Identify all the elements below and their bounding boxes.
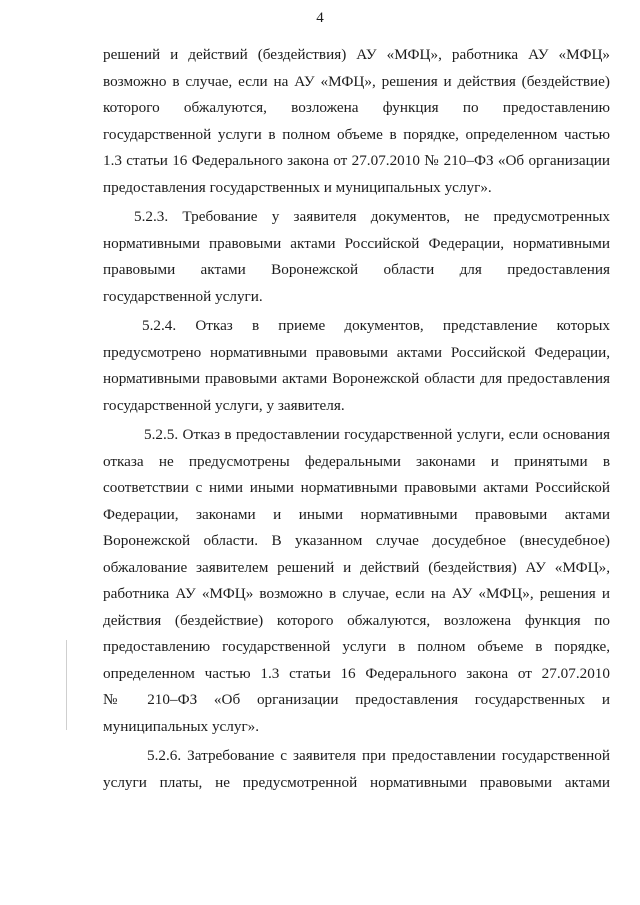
text-line: № 210–ФЗ «Об организации предоставления государственных и: [103, 691, 610, 708]
text-line: Воронежской области. В указанном случае досудебное (внесудебное): [103, 532, 610, 549]
text-line: определенном частью 1.3 статьи 16 Федерального закона от 27.07.2010: [103, 664, 610, 682]
text-line: государственной услуги в полном объеме в порядке, определенном частью: [103, 125, 610, 143]
text-line: обжалование заявителем решений и действий (бездействия) АУ «МФЦ»,: [103, 558, 610, 576]
text-line: работника АУ «МФЦ» возможно в случае, если на АУ «МФЦ», решения и: [103, 585, 610, 602]
text-line: предоставления государственных и муниципальных услуг».: [103, 178, 492, 196]
paragraph-5-2-5-first-line: 5.2.5. Отказ в предоставлении государственной услуги, если основания: [144, 426, 610, 443]
text-line: государственной услуги, у заявителя.: [103, 396, 345, 414]
body-text: [103, 42, 610, 796]
text-line: услуги платы, не предусмотренной нормативными правовыми актами: [103, 773, 610, 791]
text-line: правовыми актами Воронежской области для предоставления: [103, 261, 610, 278]
text-line: возможно в случае, если на АУ «МФЦ», решения и действия (бездействие): [103, 72, 610, 90]
text-line: предоставлению государственной услуги в полном объеме в порядке,: [103, 638, 610, 655]
scan-margin-mark: [66, 640, 67, 730]
text-line: государственной услуги.: [103, 287, 263, 305]
text-line: предусмотрено нормативными правовыми актами Российской Федерации,: [103, 343, 610, 361]
paragraph-5-2-6-first-line: 5.2.6. Затребование с заявителя при предоставлении государственной: [147, 747, 610, 764]
paragraph-5-2-3-first-line: 5.2.3. Требование у заявителя документов, не предусмотренных: [134, 208, 610, 225]
text-line: 1.3 статьи 16 Федерального закона от 27.07.2010 № 210–ФЗ «Об организации: [103, 152, 610, 169]
text-line: Федерации, законами и иными нормативными правовыми актами: [103, 505, 610, 523]
paragraph-5-2-4-first-line: 5.2.4. Отказ в приеме документов, представление которых: [142, 317, 610, 334]
text-line: решений и действий (бездействия) АУ «МФЦ», работника АУ «МФЦ»: [103, 46, 610, 63]
page-number: 4: [316, 10, 324, 26]
text-line: соответствии с ними иными нормативными правовыми актами Российской: [103, 479, 610, 496]
text-line: нормативными правовыми актами Российской Федерации, нормативными: [103, 234, 610, 252]
text-line: нормативными правовыми актами Воронежской области для предоставления: [103, 370, 610, 387]
text-line: которого обжалуются, возложена функция по предоставлению: [103, 99, 610, 116]
text-line: действия (бездействие) которого обжалуются, возложена функция по: [103, 611, 610, 629]
text-line: отказа не предусмотрены федеральными законами и принятыми в: [103, 452, 610, 470]
text-line: муниципальных услуг».: [103, 717, 260, 735]
